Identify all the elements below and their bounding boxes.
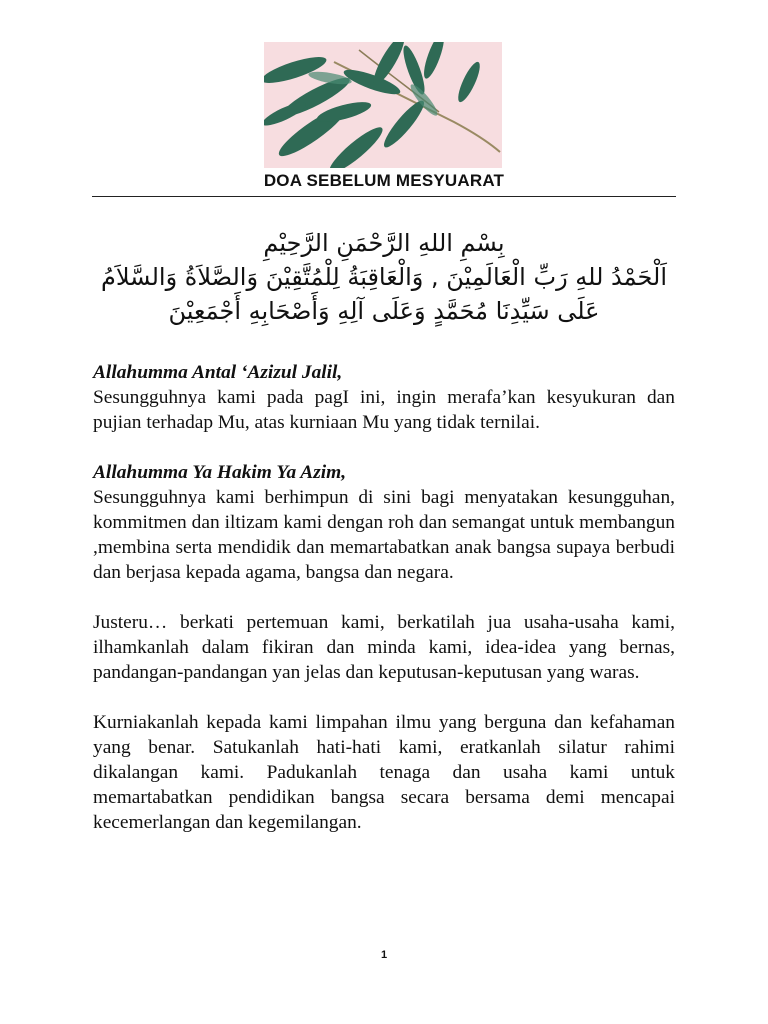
paragraph-text: Kurniakanlah kepada kami limpahan ilmu yang berguna dan kefahaman yang benar. Satukanlah hati-hati kami, eratkanlah silatur rahimi dikalangan kami. Padukanlah tenaga dan usaha kami untuk memartabatkan pendidikan bangsa secara bersama demi mencapai kecemerlangan dan kegemilangan. [93, 712, 675, 833]
header-leaf-image [264, 42, 502, 168]
paragraph-2 [93, 460, 675, 585]
paragraph-text: Sesungguhnya kami pada pagI ini, ingin merafa’kan kesyukuran dan pujian terhadap Mu, atas kurniaan Mu yang tidak ternilai. [93, 387, 675, 433]
paragraph-heading: Allahumma Antal ‘Azizul Jalil, [93, 362, 343, 383]
page-number: 1 [380, 949, 388, 961]
eucalyptus-branch-icon [264, 42, 502, 168]
paragraph-3 [93, 610, 675, 685]
arabic-line-salawat: عَلَى سَيِّدِنَا مُحَمَّدٍ وَعَلَى آلِهِ وَأَصْحَابِهِ أَجْمَعِيْنَ [168, 297, 600, 325]
paragraph-4 [93, 710, 675, 835]
arabic-line-basmala: بِسْمِ اللهِ الرَّحْمَنِ الرَّحِيْمِ [263, 229, 505, 257]
paragraph-1 [93, 360, 675, 435]
prayer-body [93, 360, 675, 860]
paragraph-text: Justeru… berkati pertemuan kami, berkatilah jua usaha-usaha kami, ilhamkanlah dalam fikiran dan minda kami, idea-idea yang bernas, pandangan-pandangan yan jelas dan keputusan-keputusan yang waras. [93, 612, 675, 683]
paragraph-text: Sesungguhnya kami berhimpun di sini bagi menyatakan kesungguhan, kommitmen dan iltizam kami dengan roh dan semangat untuk membangun ,membina serta mendidik dan memartabatkan anak bangsa supaya berbudi dan berjasa kepada agama, bangsa dan negara. [93, 487, 675, 583]
document-title: DOA SEBELUM MESYUARAT [263, 171, 505, 190]
title-divider [92, 196, 676, 197]
arabic-invocation [92, 226, 676, 328]
paragraph-heading: Allahumma Ya Hakim Ya Azim, [93, 462, 347, 483]
arabic-line-hamdalah: اَلْحَمْدُ للهِ رَبِّ الْعَالَمِيْنَ , وَالْعَاقِبَةُ لِلْمُتَّقِيْنَ وَالصَّلاَةُ وَالسَّلاَمُ [101, 263, 667, 291]
